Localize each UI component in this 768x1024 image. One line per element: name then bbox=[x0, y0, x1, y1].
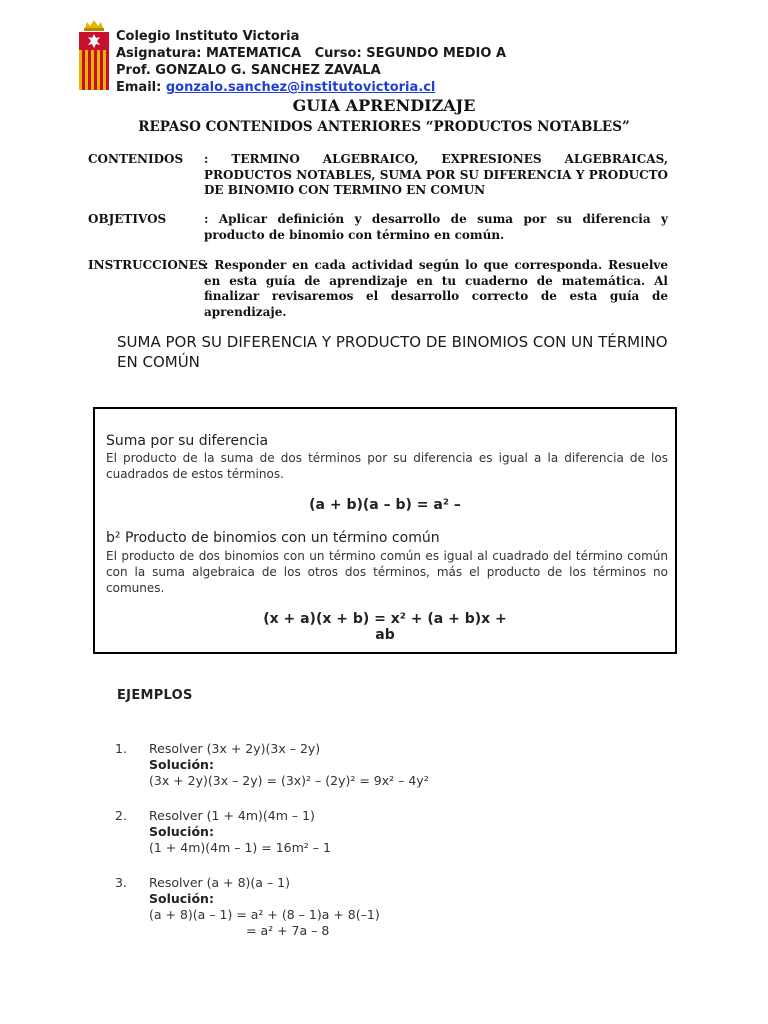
example-solution: (a + 8)(a – 1) = a² + (8 – 1)a + 8(–1) bbox=[149, 907, 380, 922]
teacher-name: Prof. GONZALO G. SANCHEZ ZAVALA bbox=[116, 63, 381, 78]
subject-value: MATEMATICA bbox=[205, 46, 302, 61]
contenidos-text: : TERMINO ALGEBRAICO, EXPRESIONES ALGEBRAICAS, PRODUCTOS NOTABLES, SUMA POR SU DIFERENCIA Y PRODUCTO DE BINOMIO CON TERMINO EN COMUN bbox=[204, 152, 668, 197]
example-3 bbox=[149, 875, 380, 939]
course-value: SEGUNDO MEDIO A bbox=[366, 46, 507, 61]
box-heading-1: Suma por su diferencia bbox=[106, 433, 269, 449]
contenidos-label: CONTENIDOS bbox=[88, 152, 184, 166]
box-heading-2: b² Producto de binomios con un término común bbox=[106, 530, 440, 546]
instrucciones-text: : Responder en cada actividad según lo que corresponda. Resuelve en esta guía de aprendizaje en tu cuaderno de matemática. Al finalizar revisaremos el desarrollo correcto de esta guía de aprendizaje. bbox=[204, 258, 668, 319]
formula-2-line-1: (x + a)(x + b) = x² + (a + b)x + bbox=[263, 611, 507, 627]
example-prompt: Resolver (1 + 4m)(4m – 1) bbox=[149, 808, 315, 823]
formula-1: (a + b)(a – b) = a² – bbox=[309, 497, 461, 513]
example-solution: (1 + 4m)(4m – 1) = 16m² – 1 bbox=[149, 840, 331, 855]
instrucciones-label: INSTRUCCIONES bbox=[88, 258, 207, 272]
objetivos-label: OBJETIVOS bbox=[88, 212, 167, 226]
section-title: SUMA POR SU DIFERENCIA Y PRODUCTO DE BINOMIOS CON UN TÉRMINO EN COMÚN bbox=[117, 333, 668, 371]
subject-label: Asignatura: bbox=[116, 46, 202, 61]
page-subtitle: REPASO CONTENIDOS ANTERIORES “PRODUCTOS NOTABLES” bbox=[138, 119, 630, 135]
example-solution-line-2: = a² + 7a – 8 bbox=[246, 923, 330, 938]
example-number: 1. bbox=[115, 741, 127, 756]
examples-title: EJEMPLOS bbox=[117, 688, 193, 703]
box-paragraph-1: El producto de la suma de dos términos por su diferencia es igual a la diferencia de los cuadrados de estos términos. bbox=[106, 451, 668, 481]
email-line bbox=[116, 79, 435, 96]
course-label: Curso: bbox=[314, 46, 362, 61]
email-link[interactable]: gonzalo.sanchez@institutovictoria.cl bbox=[165, 80, 436, 95]
objetivos-text: : Aplicar definición y desarrollo de suma por su diferencia y producto de binomio con término en común. bbox=[204, 212, 668, 242]
page-title: GUIA APRENDIZAJE bbox=[292, 96, 476, 115]
solution-label: Solución: bbox=[149, 757, 214, 772]
example-1 bbox=[149, 741, 429, 789]
solution-label: Solución: bbox=[149, 824, 214, 839]
example-solution: (3x + 2y)(3x – 2y) = (3x)² – (2y)² = 9x² – 4y² bbox=[149, 773, 429, 788]
school-name: Colegio Instituto Victoria bbox=[116, 29, 300, 44]
example-2 bbox=[149, 808, 331, 856]
example-prompt: Resolver (3x + 2y)(3x – 2y) bbox=[149, 741, 321, 756]
box-paragraph-2: El producto de dos binomios con un término común es igual al cuadrado del término común con la suma algebraica de los otros dos términos, más el producto de los términos no comunes. bbox=[106, 549, 668, 595]
formula-2-line-2: ab bbox=[375, 627, 395, 643]
solution-label: Solución: bbox=[149, 891, 214, 906]
example-number: 3. bbox=[115, 875, 127, 890]
example-prompt: Resolver (a + 8)(a – 1) bbox=[149, 875, 290, 890]
email-label: Email: bbox=[116, 80, 162, 95]
example-number: 2. bbox=[115, 808, 127, 823]
subject-line bbox=[116, 45, 506, 62]
school-crest-icon bbox=[79, 20, 109, 90]
